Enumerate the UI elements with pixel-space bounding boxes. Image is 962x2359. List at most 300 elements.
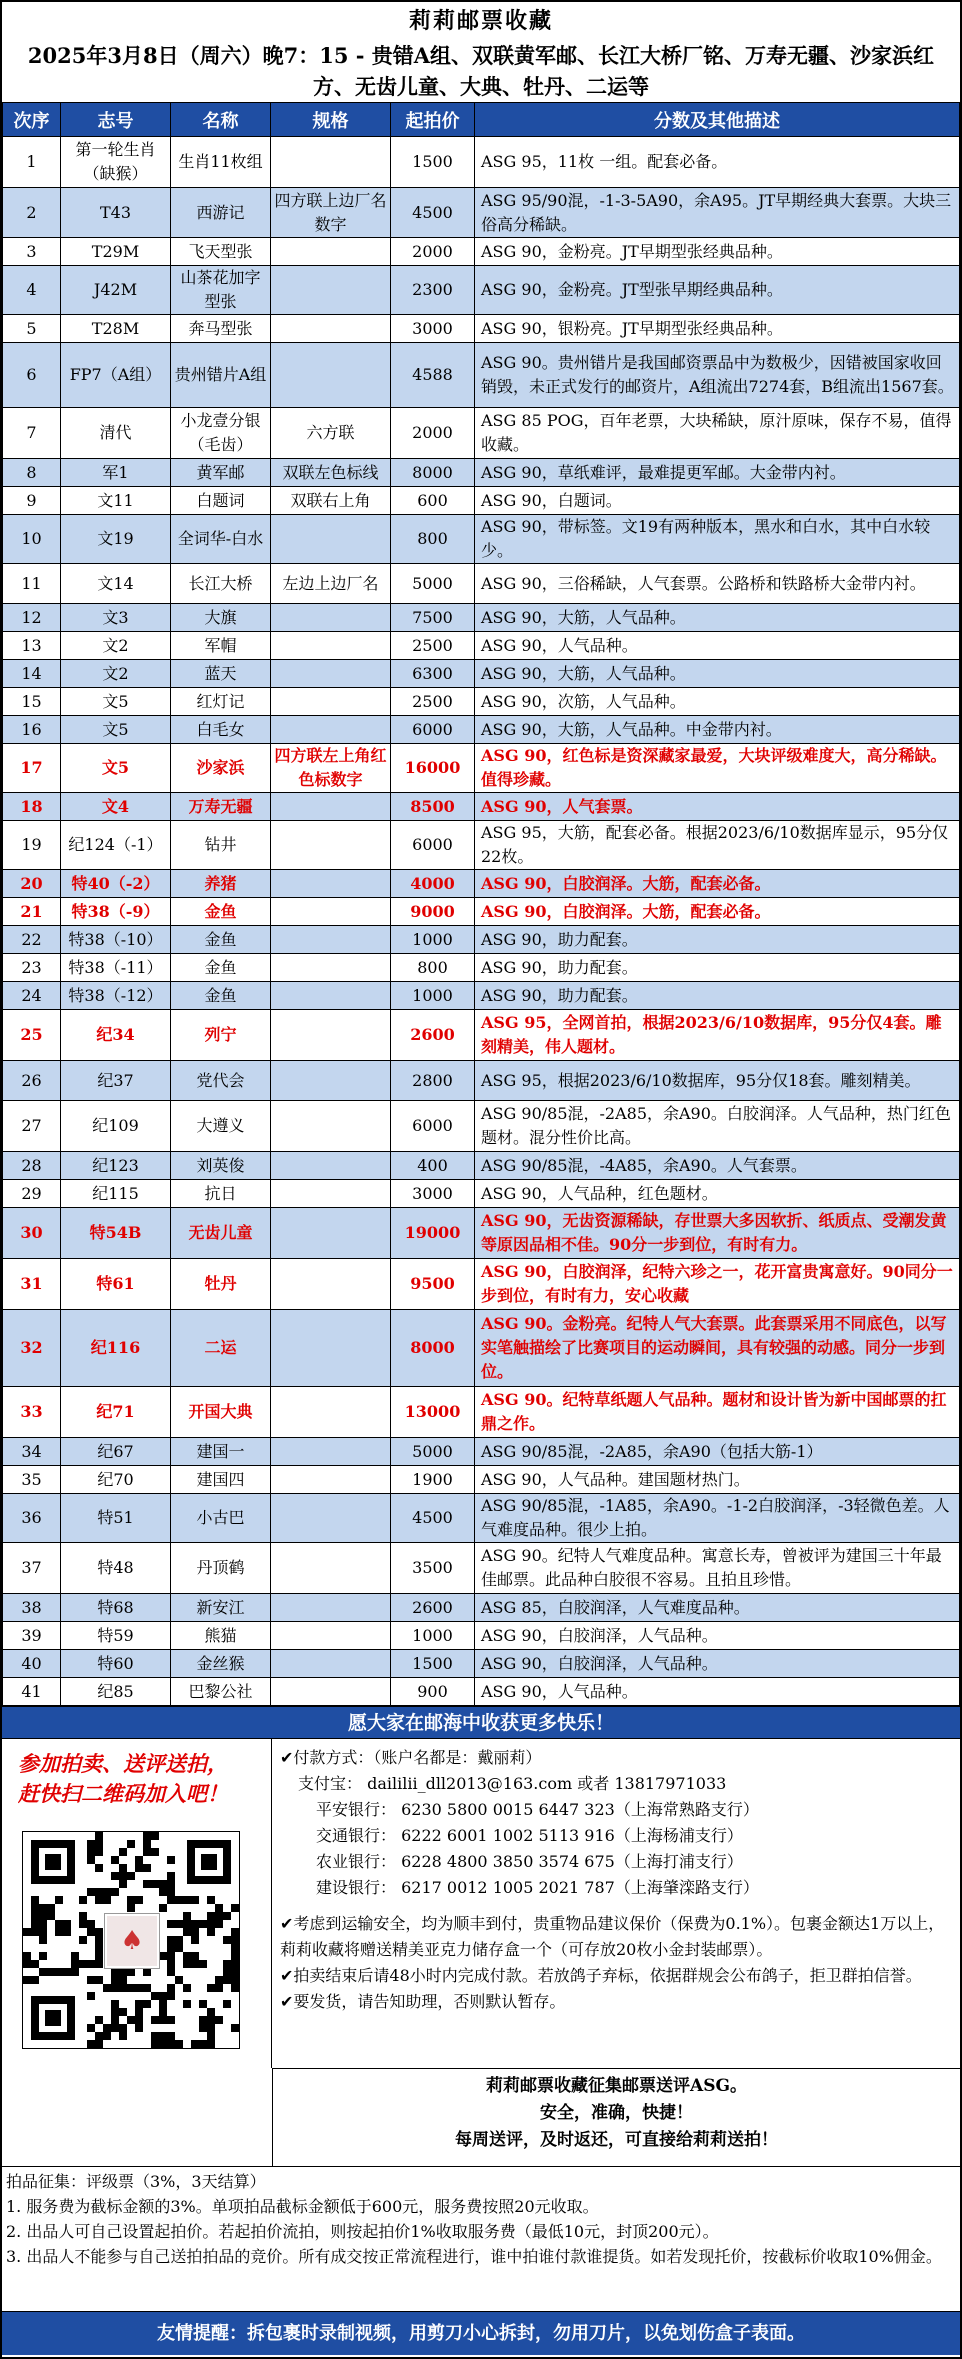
cell-spec xyxy=(271,870,391,898)
cell-id: 军1 xyxy=(61,459,171,487)
cell-id: T28M xyxy=(61,315,171,343)
cell-id: 纪85 xyxy=(61,1678,171,1706)
cell-id: 纪37 xyxy=(61,1061,171,1101)
cell-id: 特60 xyxy=(61,1650,171,1678)
shipping-note: ✔考虑到运输安全，均为顺丰到付，贵重物品建议保价（保费为0.1%）。包裹金额达1万以上，莉莉收藏将赠送精美亚克力储存盒一个（可存放20枚小金封装邮票）。 xyxy=(280,1914,945,1959)
collect-line-3: 每周送评，及时返还，可直接给莉莉送拍！ xyxy=(455,2130,778,2150)
cell-id: 文19 xyxy=(61,515,171,564)
cell-id: 特61 xyxy=(61,1259,171,1310)
cell-desc: ASG 90，白胶润泽，人气品种。 xyxy=(475,1650,960,1678)
alipay-line: 支付宝： daililii_dll2013@163.com 或者 13817971033 xyxy=(298,1774,727,1793)
cell-price: 16000 xyxy=(391,744,475,793)
cell-no: 7 xyxy=(3,408,61,459)
cell-desc: ASG 90/85混，-2A85，余A90（包括大筋-1） xyxy=(475,1438,960,1466)
table-row xyxy=(3,188,960,238)
cell-no: 34 xyxy=(3,1438,61,1466)
cell-id: 文2 xyxy=(61,660,171,688)
lot-table xyxy=(2,102,960,1706)
cell-id: 特59 xyxy=(61,1622,171,1650)
rule-item: 2. 出品人可自己设置起拍价。若起拍价流拍，则按起拍价1%收取服务费（最低10元，封顶200元）。 xyxy=(6,2222,719,2241)
table-row xyxy=(3,1494,960,1543)
cell-name: 二运 xyxy=(171,1310,271,1387)
cell-name: 抗日 xyxy=(171,1180,271,1208)
cell-spec xyxy=(271,926,391,954)
table-row xyxy=(3,926,960,954)
cell-no: 1 xyxy=(3,137,61,188)
cell-no: 32 xyxy=(3,1310,61,1387)
cell-name: 全词华-白水 xyxy=(171,515,271,564)
cell-spec xyxy=(271,1152,391,1180)
cell-name: 开国大典 xyxy=(171,1387,271,1438)
cell-desc: ASG 90，草纸难评，最难提更军邮。大金带内衬。 xyxy=(475,459,960,487)
cell-price: 1500 xyxy=(391,1650,475,1678)
cell-no: 26 xyxy=(3,1061,61,1101)
cell-no: 39 xyxy=(3,1622,61,1650)
cell-id: 文14 xyxy=(61,564,171,604)
table-row xyxy=(3,1466,960,1494)
cell-no: 13 xyxy=(3,632,61,660)
header-price: 起拍价 xyxy=(391,103,475,137)
cell-price: 6300 xyxy=(391,660,475,688)
table-row xyxy=(3,1101,960,1152)
cell-name: 红灯记 xyxy=(171,688,271,716)
cell-spec xyxy=(271,1101,391,1152)
cell-spec xyxy=(271,1678,391,1706)
cell-name: 金鱼 xyxy=(171,926,271,954)
cell-id: 特38（-11） xyxy=(61,954,171,982)
payment-title: ✔付款方式：（账户名都是：戴丽莉） xyxy=(280,1748,542,1767)
rule-item: 3. 出品人不能参与自己送拍拍品的竞价。所有成交按正常流程进行，谁中拍谁付款谁提货。如若发现托价，按截标价收取10%佣金。 xyxy=(6,2247,942,2266)
cell-desc: ASG 90，大筋，人气品种。 xyxy=(475,660,960,688)
cell-spec: 四方联左上角红色标数字 xyxy=(271,744,391,793)
table-row xyxy=(3,408,960,459)
cell-no: 36 xyxy=(3,1494,61,1543)
cell-price: 7500 xyxy=(391,604,475,632)
cell-no: 8 xyxy=(3,459,61,487)
cell-desc: ASG 90，人气套票。 xyxy=(475,793,960,821)
cell-id: 文2 xyxy=(61,632,171,660)
cell-price: 2500 xyxy=(391,688,475,716)
cell-spec xyxy=(271,238,391,266)
cell-spec xyxy=(271,632,391,660)
table-row xyxy=(3,1438,960,1466)
cell-id: 特51 xyxy=(61,1494,171,1543)
cell-price: 2800 xyxy=(391,1061,475,1101)
cell-spec xyxy=(271,898,391,926)
cell-spec xyxy=(271,821,391,870)
cell-no: 20 xyxy=(3,870,61,898)
table-row xyxy=(3,459,960,487)
cell-price: 9500 xyxy=(391,1259,475,1310)
cell-name: 列宁 xyxy=(171,1010,271,1061)
cell-no: 33 xyxy=(3,1387,61,1438)
table-row xyxy=(3,1678,960,1706)
cell-price: 800 xyxy=(391,515,475,564)
cell-desc: ASG 90，金粉亮。JT型张早期经典品种。 xyxy=(475,266,960,315)
cell-no: 2 xyxy=(3,188,61,238)
header-no: 次序 xyxy=(3,103,61,137)
rules-title: 拍品征集：评级票（3%，3天结算） xyxy=(6,2172,266,2191)
cell-name: 黄军邮 xyxy=(171,459,271,487)
cell-name: 万寿无疆 xyxy=(171,793,271,821)
cell-spec xyxy=(271,954,391,982)
cell-no: 37 xyxy=(3,1543,61,1594)
cell-spec xyxy=(271,1594,391,1622)
cell-no: 30 xyxy=(3,1208,61,1259)
cell-desc: ASG 90，带标签。文19有两种版本，黑水和白水，其中白水较少。 xyxy=(475,515,960,564)
cell-id: 文5 xyxy=(61,716,171,744)
cell-desc: ASG 90。纪特人气难度品种。寓意长寿，曾被评为建国三十年最佳邮票。此品种白胶很不容易。且拍且珍惜。 xyxy=(475,1543,960,1594)
collect-panel xyxy=(272,2068,960,2166)
cell-desc: ASG 90，白胶润泽，人气品种。 xyxy=(475,1622,960,1650)
cell-name: 新安江 xyxy=(171,1594,271,1622)
cell-price: 5000 xyxy=(391,1438,475,1466)
cell-desc: ASG 85，白胶润泽，人气难度品种。 xyxy=(475,1594,960,1622)
cell-price: 8500 xyxy=(391,793,475,821)
cell-spec xyxy=(271,1494,391,1543)
header-id: 志号 xyxy=(61,103,171,137)
bank-line: 建设银行： 6217 0012 1005 2021 787（上海肇滦路支行） xyxy=(316,1878,759,1897)
cell-price: 4588 xyxy=(391,343,475,408)
cell-price: 6000 xyxy=(391,716,475,744)
cell-no: 9 xyxy=(3,487,61,515)
cell-price: 3000 xyxy=(391,1180,475,1208)
cell-spec: 四方联上边厂名数字 xyxy=(271,188,391,238)
cell-spec xyxy=(271,660,391,688)
table-row xyxy=(3,716,960,744)
cell-desc: ASG 90，白胶润泽。大筋，配套必备。 xyxy=(475,898,960,926)
cell-spec xyxy=(271,1622,391,1650)
cell-price: 1000 xyxy=(391,982,475,1010)
cell-desc: ASG 90，人气品种。 xyxy=(475,1678,960,1706)
collect-line-2: 安全，准确，快捷！ xyxy=(540,2103,693,2123)
cell-id: 特38（-10） xyxy=(61,926,171,954)
cell-price: 4000 xyxy=(391,870,475,898)
cell-desc: ASG 90，红色标是资深藏家最爱，大块评级难度大，高分稀缺。值得珍藏。 xyxy=(475,744,960,793)
cell-spec xyxy=(271,266,391,315)
cell-spec: 左边上边厂名 xyxy=(271,564,391,604)
table-row xyxy=(3,1594,960,1622)
cell-no: 27 xyxy=(3,1101,61,1152)
footer-reminder: 友情提醒：拆包裹时录制视频，用剪刀小心拆封，勿用刀片，以免划伤盒子表面。 xyxy=(2,2311,960,2355)
cell-no: 22 xyxy=(3,926,61,954)
cell-price: 3500 xyxy=(391,1543,475,1594)
table-row xyxy=(3,1650,960,1678)
delivery-note: ✔要发货，请告知助理，否则默认暂存。 xyxy=(280,1992,566,2011)
cell-no: 17 xyxy=(3,744,61,793)
table-row xyxy=(3,954,960,982)
table-row xyxy=(3,688,960,716)
cell-no: 25 xyxy=(3,1010,61,1061)
table-row xyxy=(3,137,960,188)
cell-spec xyxy=(271,137,391,188)
cell-name: 生肖11枚组 xyxy=(171,137,271,188)
cell-price: 600 xyxy=(391,487,475,515)
cell-name: 白题词 xyxy=(171,487,271,515)
cell-price: 2000 xyxy=(391,238,475,266)
cell-price: 3000 xyxy=(391,315,475,343)
cell-id: T29M xyxy=(61,238,171,266)
table-row xyxy=(3,1387,960,1438)
cell-price: 4500 xyxy=(391,188,475,238)
cell-price: 2300 xyxy=(391,266,475,315)
stamp-avatar-icon: ♠ xyxy=(105,1914,159,1968)
table-row xyxy=(3,343,960,408)
cell-spec xyxy=(271,982,391,1010)
cell-id: 文11 xyxy=(61,487,171,515)
cell-name: 巴黎公社 xyxy=(171,1678,271,1706)
cell-name: 大旗 xyxy=(171,604,271,632)
cell-no: 12 xyxy=(3,604,61,632)
table-row xyxy=(3,821,960,870)
cell-spec xyxy=(271,315,391,343)
cell-price: 1500 xyxy=(391,137,475,188)
cell-price: 2600 xyxy=(391,1594,475,1622)
cell-desc: ASG 90，无齿资源稀缺，存世票大多因软折、纸质点、受潮发黄等原因品相不佳。90分一步到位，有时有力。 xyxy=(475,1208,960,1259)
cell-desc: ASG 90，大筋，人气品种。 xyxy=(475,604,960,632)
cell-id: 特38（-12） xyxy=(61,982,171,1010)
cell-spec xyxy=(271,343,391,408)
cell-name: 金丝猴 xyxy=(171,1650,271,1678)
cell-spec xyxy=(271,688,391,716)
cell-price: 800 xyxy=(391,954,475,982)
cell-desc: ASG 90，三俗稀缺，人气套票。公路桥和铁路桥大金带内衬。 xyxy=(475,564,960,604)
cell-name: 丹顶鹤 xyxy=(171,1543,271,1594)
bank-line: 农业银行： 6228 4800 3850 3574 675（上海打浦支行） xyxy=(316,1852,743,1871)
table-row xyxy=(3,982,960,1010)
cell-spec xyxy=(271,1010,391,1061)
header-name: 名称 xyxy=(171,103,271,137)
cell-desc: ASG 90，人气品种。 xyxy=(475,632,960,660)
cell-id: 纪34 xyxy=(61,1010,171,1061)
cell-no: 28 xyxy=(3,1152,61,1180)
cell-name: 大遵义 xyxy=(171,1101,271,1152)
cell-desc: ASG 90，白题词。 xyxy=(475,487,960,515)
cell-desc: ASG 90，助力配套。 xyxy=(475,982,960,1010)
cell-name: 奔马型张 xyxy=(171,315,271,343)
cell-no: 19 xyxy=(3,821,61,870)
cta-line-2: 赶快扫二维码加入吧！ xyxy=(18,1781,228,1806)
table-row xyxy=(3,1622,960,1650)
cell-spec xyxy=(271,793,391,821)
table-row xyxy=(3,487,960,515)
cell-desc: ASG 90。纪特草纸题人气品种。题材和设计皆为新中国邮票的扛鼎之作。 xyxy=(475,1387,960,1438)
cell-spec xyxy=(271,1466,391,1494)
table-row xyxy=(3,515,960,564)
table-row xyxy=(3,632,960,660)
cell-name: 金鱼 xyxy=(171,898,271,926)
cell-no: 10 xyxy=(3,515,61,564)
cell-no: 35 xyxy=(3,1466,61,1494)
cell-id: 纪115 xyxy=(61,1180,171,1208)
table-row xyxy=(3,238,960,266)
table-row xyxy=(3,1152,960,1180)
cell-price: 1000 xyxy=(391,926,475,954)
cell-price: 6000 xyxy=(391,1101,475,1152)
table-row xyxy=(3,564,960,604)
cell-name: 金鱼 xyxy=(171,954,271,982)
cell-name: 飞天型张 xyxy=(171,238,271,266)
cell-id: 纪123 xyxy=(61,1152,171,1180)
table-row xyxy=(3,1310,960,1387)
cell-price: 8000 xyxy=(391,1310,475,1387)
cell-name: 沙家浜 xyxy=(171,744,271,793)
table-row xyxy=(3,744,960,793)
cell-no: 6 xyxy=(3,343,61,408)
cell-id: 特40（-2） xyxy=(61,870,171,898)
table-row xyxy=(3,898,960,926)
cell-id: 文5 xyxy=(61,744,171,793)
cell-name: 蓝天 xyxy=(171,660,271,688)
cell-no: 3 xyxy=(3,238,61,266)
cell-no: 4 xyxy=(3,266,61,315)
cell-id: 纪124（-1） xyxy=(61,821,171,870)
collect-line-1: 莉莉邮票收藏征集邮票送评ASG。 xyxy=(486,2076,747,2096)
cell-id: 纪70 xyxy=(61,1466,171,1494)
cell-desc: ASG 95，11枚 一组。配套必备。 xyxy=(475,137,960,188)
cell-id: 纪71 xyxy=(61,1387,171,1438)
cell-spec xyxy=(271,1061,391,1101)
cell-spec: 双联左色标线 xyxy=(271,459,391,487)
cell-desc: ASG 90，次筋，人气品种。 xyxy=(475,688,960,716)
cell-spec xyxy=(271,515,391,564)
cell-id: 文5 xyxy=(61,688,171,716)
cell-name: 西游记 xyxy=(171,188,271,238)
cell-price: 400 xyxy=(391,1152,475,1180)
rules-section xyxy=(2,2166,960,2311)
cell-no: 38 xyxy=(3,1594,61,1622)
cell-name: 钻井 xyxy=(171,821,271,870)
cell-spec: 双联右上角 xyxy=(271,487,391,515)
cell-name: 刘英俊 xyxy=(171,1152,271,1180)
info-box xyxy=(2,1738,960,2068)
cell-desc: ASG 95/90混，-1-3-5A90，余A95。JT早期经典大套票。大块三俗高分稀缺。 xyxy=(475,188,960,238)
cell-desc: ASG 90，大筋，人气品种。中金带内衬。 xyxy=(475,716,960,744)
cell-id: 特68 xyxy=(61,1594,171,1622)
table-row xyxy=(3,660,960,688)
cell-id: 文4 xyxy=(61,793,171,821)
payment-panel xyxy=(272,1739,960,2068)
cell-price: 1900 xyxy=(391,1466,475,1494)
cell-no: 41 xyxy=(3,1678,61,1706)
cell-id: FP7（A组） xyxy=(61,343,171,408)
cell-spec xyxy=(271,1208,391,1259)
bank-line: 平安银行： 6230 5800 0015 6447 323（上海常熟路支行） xyxy=(316,1800,759,1819)
cell-name: 军帽 xyxy=(171,632,271,660)
cell-name: 贵州错片A组 xyxy=(171,343,271,408)
cell-no: 11 xyxy=(3,564,61,604)
table-row xyxy=(3,870,960,898)
table-row xyxy=(3,1061,960,1101)
cell-no: 18 xyxy=(3,793,61,821)
cell-id: 纪109 xyxy=(61,1101,171,1152)
table-row xyxy=(3,1208,960,1259)
payment-deadline-note: ✔拍卖结束后请48小时内完成付款。若放鸽子弃标，依据群规会公布鸽子，拒卫群拍信誉。 xyxy=(280,1966,922,1985)
cell-desc: ASG 90，助力配套。 xyxy=(475,926,960,954)
cell-no: 31 xyxy=(3,1259,61,1310)
cell-spec xyxy=(271,1180,391,1208)
cell-spec xyxy=(271,1543,391,1594)
table-row xyxy=(3,1180,960,1208)
cell-price: 13000 xyxy=(391,1387,475,1438)
cell-name: 白毛女 xyxy=(171,716,271,744)
table-header xyxy=(3,103,960,137)
cell-no: 16 xyxy=(3,716,61,744)
cell-no: 24 xyxy=(3,982,61,1010)
cell-no: 40 xyxy=(3,1650,61,1678)
cell-spec xyxy=(271,1310,391,1387)
cell-price: 6000 xyxy=(391,821,475,870)
cell-desc: ASG 85 POG，百年老票，大块稀缺，原汁原味，保存不易，值得收藏。 xyxy=(475,408,960,459)
cell-name: 小龙壹分银（毛齿） xyxy=(171,408,271,459)
cell-price: 9000 xyxy=(391,898,475,926)
cell-id: T43 xyxy=(61,188,171,238)
page-subtitle: 2025年3月8日（周六）晚7：15 - 贵错A组、双联黄军邮、长江大桥厂铭、万寿无疆、沙家浜红方、无齿儿童、大典、牡丹、二运等 xyxy=(27,43,935,99)
cell-id: 清代 xyxy=(61,408,171,459)
cell-desc: ASG 90。贵州错片是我国邮资票品中为数极少，因错被国家收回销毁，未正式发行的邮资片，A组流出7274套，B组流出1567套。 xyxy=(475,343,960,408)
cell-no: 21 xyxy=(3,898,61,926)
cell-name: 牡丹 xyxy=(171,1259,271,1310)
table-row xyxy=(3,793,960,821)
cell-desc: ASG 90，银粉亮。JT早期型张经典品种。 xyxy=(475,315,960,343)
cell-no: 29 xyxy=(3,1180,61,1208)
cell-spec: 六方联 xyxy=(271,408,391,459)
cell-spec xyxy=(271,716,391,744)
cell-id: 特54B xyxy=(61,1208,171,1259)
cell-name: 熊猫 xyxy=(171,1622,271,1650)
rule-item: 1. 服务费为截标金额的3%。单项拍品截标金额低于600元，服务费按照20元收取。 xyxy=(6,2197,599,2216)
cell-name: 建国四 xyxy=(171,1466,271,1494)
cell-desc: ASG 90。金粉亮。纪特人气大套票。此套票采用不同底色，以写实笔触描绘了比赛项目的运动瞬间，具有较强的动感。同分一步到位。 xyxy=(475,1310,960,1387)
cell-id: 文3 xyxy=(61,604,171,632)
cell-spec xyxy=(271,604,391,632)
cell-name: 养猪 xyxy=(171,870,271,898)
slogan-banner: 愿大家在邮海中收获更多快乐！ xyxy=(2,1706,960,1738)
cell-price: 1000 xyxy=(391,1622,475,1650)
table-row xyxy=(3,604,960,632)
cell-name: 无齿儿童 xyxy=(171,1208,271,1259)
cell-price: 2500 xyxy=(391,632,475,660)
cell-name: 党代会 xyxy=(171,1061,271,1101)
cell-desc: ASG 90/85混，-4A85，余A90。人气套票。 xyxy=(475,1152,960,1180)
cell-spec xyxy=(271,1259,391,1310)
cell-name: 山茶花加字型张 xyxy=(171,266,271,315)
cell-desc: ASG 95，全网首拍，根据2023/6/10数据库，95分仅4套。雕刻精美，伟人题材。 xyxy=(475,1010,960,1061)
cell-desc: ASG 90，白胶润泽，纪特六珍之一，花开富贵寓意好。90同分一步到位，有时有力，安心收藏 xyxy=(475,1259,960,1310)
cell-price: 4500 xyxy=(391,1494,475,1543)
bank-line: 交通银行： 6222 6001 1002 5113 916（上海杨浦支行） xyxy=(316,1826,743,1845)
table-row xyxy=(3,1259,960,1310)
table-row xyxy=(3,1543,960,1594)
cell-desc: ASG 90，人气品种。建国题材热门。 xyxy=(475,1466,960,1494)
cell-id: 特38（-9） xyxy=(61,898,171,926)
table-row xyxy=(3,315,960,343)
cell-name: 建国一 xyxy=(171,1438,271,1466)
cell-desc: ASG 90/85混，-2A85，余A90。白胶润泽。人气品种，热门红色题材。混分性价比高。 xyxy=(475,1101,960,1152)
cell-price: 5000 xyxy=(391,564,475,604)
table-row xyxy=(3,1010,960,1061)
cell-desc: ASG 90，白胶润泽。大筋，配套必备。 xyxy=(475,870,960,898)
header-spec: 规格 xyxy=(271,103,391,137)
cell-spec xyxy=(271,1387,391,1438)
cell-price: 900 xyxy=(391,1678,475,1706)
qr-code[interactable] xyxy=(22,1831,240,2049)
cell-price: 2600 xyxy=(391,1010,475,1061)
cell-id: 特48 xyxy=(61,1543,171,1594)
cell-name: 长江大桥 xyxy=(171,564,271,604)
cell-price: 2000 xyxy=(391,408,475,459)
cell-desc: ASG 90，人气品种，红色题材。 xyxy=(475,1180,960,1208)
